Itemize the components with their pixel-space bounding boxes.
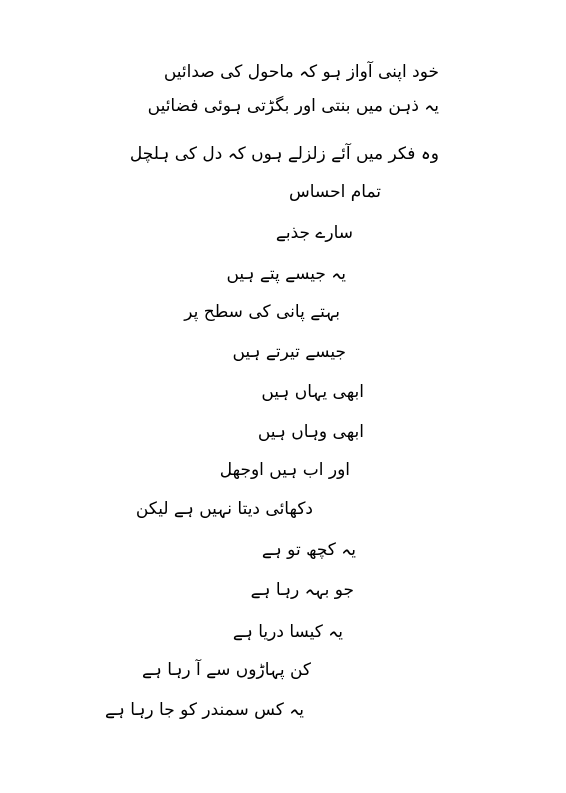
poem-line-7: بہتے پانی کی سطح پر [184, 302, 340, 322]
poem-line-3: وہ فکر میں آئے زلزلے ہوں کہ دل کی ہلچل [129, 144, 439, 164]
poem-line-1: خود اپنی آواز ہو کہ ماحول کی صدائیں [163, 62, 439, 82]
poem-line-12: دکھائی دیتا نہیں ہے لیکن [135, 499, 313, 519]
poem-line-17: یہ کس سمندر کو جا رہا ہے [104, 700, 304, 720]
poem-line-4: تمام احساس [289, 182, 381, 202]
poem-line-8: جیسے تیرتے ہیں [232, 342, 346, 362]
poem-line-13: یہ کچھ تو ہے [261, 540, 356, 560]
poem-line-15: یہ کیسا دریا ہے [232, 622, 343, 642]
poem-line-11: اور اب ہیں اوجھل [219, 460, 350, 480]
poem-line-6: یہ جیسے پتے ہیں [226, 264, 346, 284]
poem-line-14: جو بہہ رہا ہے [250, 580, 354, 600]
poem-line-5: سارے جذبے [275, 223, 353, 243]
poem-line-9: ابھی یہاں ہیں [261, 382, 364, 402]
poem-line-10: ابھی وہاں ہیں [257, 422, 364, 442]
poem-line-16: کن پہاڑوں سے آ رہا ہے [141, 660, 311, 680]
poem-line-2: یہ ذہن میں بنتی اور بگڑتی ہوئی فضائیں [147, 96, 439, 116]
